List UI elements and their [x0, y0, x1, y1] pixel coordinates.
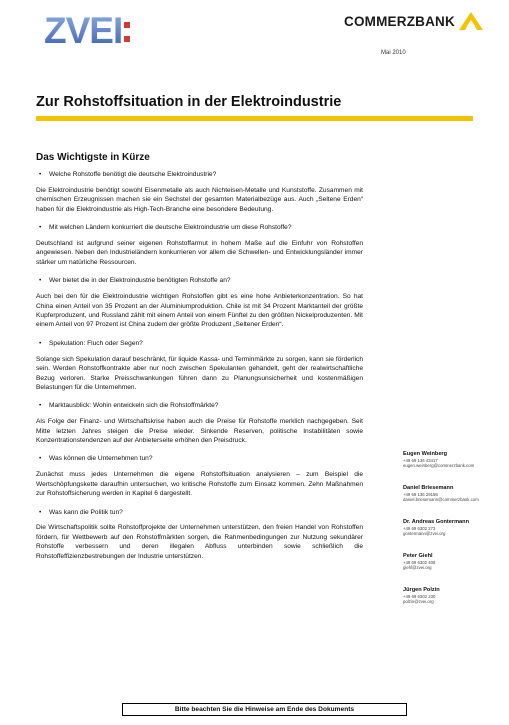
question-2: • Mit welchen Ländern konkurriert die deutsche Elektroindustrie um diese Rohstoffe?	[36, 223, 363, 232]
answer-3: Auch bei den für die Elektroindustrie wichtigen Rohstoffen gibt es eine hohe Anbieterkonzentration. So hat China einen Anteil von 35 Prozent an der Aluminiumproduktion. Chile ist mit 34 Prozent Marktanteil der größte Kupferproduzent, und Russland zählt mit einem Anteil von einem Fünftel zu den größten Nickelproduzenten. Mit einem Anteil von 97 Prozent ist China zudem der größte Produzent „Seltener Erden“.	[36, 293, 363, 329]
contact-name: Dr. Andreas Gontermann	[403, 519, 469, 525]
contact-phone: +49 69 136 43417	[403, 458, 438, 463]
question-4: • Spekulation: Fluch oder Segen?	[36, 339, 363, 348]
title-accent-bar	[36, 116, 473, 121]
disclaimer-notice: Bitte beachten Sie die Hinweise am Ende des Dokuments	[122, 703, 407, 716]
contact-name: Daniel Briesemann	[403, 485, 454, 491]
question-3: • Wer bietet die in der Elektroindustrie benötigten Rohstoffe an?	[36, 276, 363, 285]
contact-email[interactable]: giehl@zvei.org	[403, 565, 432, 570]
svg-text:ZVEI: ZVEI	[44, 10, 123, 50]
contact-email[interactable]: daniel.briesemann@commerzbank.com	[403, 497, 479, 502]
answer-6: Zunächst muss jedes Unternehmen die eigene Rohstoffsituation analysieren – zum Beispiel die Wertschöpfungskette daraufhin untersuchen, wo kritische Rohstoffe zum Einsatz kommen. Zehn Maßnahmen zur Rohstoffsicherung werden in Kapitel 6 dargestellt.	[36, 471, 363, 498]
section-heading: Das Wichtigste in Kürze	[36, 152, 150, 163]
contact-phone: +49 69 136 29158	[403, 492, 438, 497]
publication-date: Mai 2010	[381, 50, 406, 56]
answer-7: Die Wirtschaftspolitik sollte Rohstoffprojekte der Unternehmen unterstützen, den freien Handel von Rohstoffen fördern, für Wettbewerb auf den Rohstoffmärkten sorgen, die Rahmenbedingungen zur Nutzung sekundärer Rohstoffe verbessern und deren illegalen Abfluss unterbinden sowie schließlich die Rohstoffeffizienzbestrebungen der Industrie unterstützen.	[36, 524, 363, 560]
contact-name: Peter Giehl	[403, 553, 433, 559]
contact-email[interactable]: eugen.weinberg@commerzbank.com	[403, 463, 475, 468]
contact-email[interactable]: gontermann@zvei.org	[403, 531, 446, 536]
contact-card	[403, 587, 503, 604]
commerzbank-logo	[344, 8, 484, 34]
contacts-column	[403, 451, 503, 621]
contact-card	[403, 451, 503, 468]
bank-name: COMMERZBANK	[344, 13, 455, 29]
contact-name: Jürgen Polzin	[403, 587, 440, 593]
document-title: Zur Rohstoffsituation in der Elektroindustrie	[36, 94, 342, 110]
question-5: • Marktausblick: Wohin entwickeln sich die Rohstoffmärkte?	[36, 401, 363, 410]
answer-5: Als Folge der Finanz- und Wirtschaftskrise haben auch die Preise für Rohstoffe merklich nachgegeben. Seit Mitte letzten Jahres steigen die Preise wieder. Sinkende Reserven, politische Instabilitäten sowie Konzentrationstendenzen auf der Anbieterseite erhöhen den Preisdruck.	[36, 418, 363, 445]
question-1: • Welche Rohstoffe benötigt die deutsche Elektroindustrie?	[36, 170, 363, 179]
contact-card	[403, 519, 503, 536]
commerzbank-ribbon-icon	[458, 11, 484, 31]
summary-content	[36, 170, 363, 570]
contact-phone: +49 69 6302 408	[403, 560, 436, 565]
contact-card	[403, 553, 503, 570]
contact-name: Eugen Weinberg	[403, 451, 448, 457]
contact-phone: +49 69 6302 230	[403, 594, 436, 599]
answer-2: Deutschland ist aufgrund seiner eigenen Rohstoffarmut in hohem Maße auf die Einfuhr von Rohstoffen angewiesen. Neben den Industrieländern konkurrieren vor allem die Schwellen- und Entwicklungsländer immer stärker um natürliche Ressourcen.	[36, 240, 363, 266]
contact-card	[403, 485, 503, 502]
answer-1: Die Elektroindustrie benötigt sowohl Eisenmetalle als auch Nichteisen-Metalle und Kunststoffe. Zusammen mit chemischen Erzeugnissen machen sie ein Sechstel der gesamten Materialbezüge aus. Auch „Seltene Erden“ haben für die Elektroindustrie als High-Tech-Branche eine besondere Bedeutung.	[36, 186, 363, 213]
answer-4: Solange sich Spekulation darauf beschränkt, für liquide Kassa- und Terminmärkte zu sorgen, kann sie förderlich sein. Werden Rohstoffkontrakte aber nur noch zwischen Spekulanten gehandelt, geht der realwirtschaftliche Bezug verloren. Starke Preisschwankungen führen dann zu Planungsunsicherheit und kostenmäßigen Belastungen für die Unternehmen.	[36, 355, 363, 391]
contact-email[interactable]: polzin@zvei.org	[403, 599, 434, 604]
question-7: • Was kann die Politik tun?	[36, 508, 363, 517]
zvei-logo	[44, 10, 134, 50]
contact-phone: +49 69 6302 273	[403, 526, 436, 531]
question-6: • Was können die Unternehmen tun?	[36, 454, 363, 463]
